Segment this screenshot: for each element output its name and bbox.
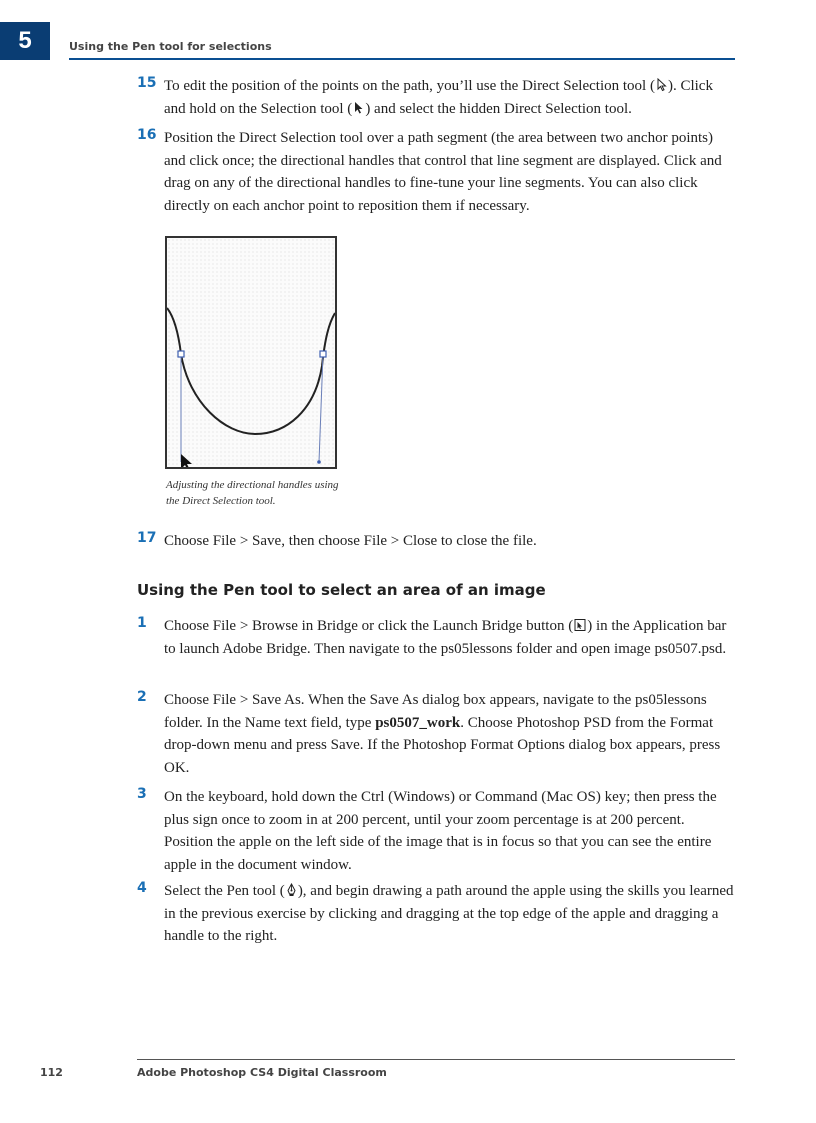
step-number: 2 (137, 689, 147, 705)
figure-direct-selection (165, 236, 337, 469)
step-number: 17 (137, 530, 157, 546)
pen-tool-icon (286, 883, 297, 897)
curved-path (167, 308, 335, 434)
step-3 (137, 786, 737, 876)
footer-rule (137, 1059, 735, 1060)
header-rule (69, 58, 735, 60)
step-17 (137, 530, 737, 553)
step-15 (137, 75, 737, 120)
step-1 (137, 615, 737, 660)
launch-bridge-icon (574, 618, 586, 632)
step-number: 1 (137, 615, 147, 631)
direct-selection-cursor-icon (181, 454, 192, 467)
selection-tool-icon (353, 101, 364, 115)
step-text: On the keyboard, hold down the Ctrl (Windows) or Command (Mac OS) key; then press the plus sign once to zoom in at 200 percent, until your zoom percentage is at 200 percent. Position the apple on the left side of the image that is in focus so that you can see the entire apple in the document window. (164, 789, 717, 873)
chapter-number-tab: 5 (0, 22, 50, 60)
step-text: Choose File > Browse in Bridge or click the Launch Bridge button ( ) in the Application bar to launch Adobe Bridge. Then navigate to the ps05lessons folder and open image ps0507.psd. (164, 618, 727, 657)
section-heading: Using the Pen tool to select an area of an image (137, 581, 546, 599)
step-number: 3 (137, 786, 147, 802)
step-4 (137, 880, 737, 948)
step-2 (137, 689, 737, 779)
step-text: Position the Direct Selection tool over a path segment (the area between two anchor points) and click once; the directional handles that control that line segment are displayed. Click and drag on any of the directional handles to fine-tune your line segments. You can also click directly on each anchor point to reposition them if necessary. (164, 130, 722, 214)
step-16 (137, 127, 737, 217)
step-number: 4 (137, 880, 147, 896)
step-text: To edit the position of the points on the path, you’ll use the Direct Selection tool ( ). Click and hold on the Selection tool ( ) and select the hidden Direct Selection tool. (164, 78, 713, 117)
step-number: 15 (137, 75, 157, 91)
anchor-point (178, 351, 184, 357)
direction-point (317, 460, 321, 464)
running-head: Using the Pen tool for selections (69, 40, 272, 53)
path-illustration (167, 238, 335, 467)
page-number: 112 (40, 1066, 63, 1079)
figure-caption: Adjusting the directional handles using the Direct Selection tool. (166, 479, 339, 507)
book-title: Adobe Photoshop CS4 Digital Classroom (137, 1066, 387, 1079)
anchor-point (320, 351, 326, 357)
step-text: Choose File > Save As. When the Save As dialog box appears, navigate to the ps05lessons folder. In the Name text field, type ps0507_work. Choose Photoshop PSD from the Format drop-down menu and press Save. If the Photoshop Format Options dialog box appears, press OK. (164, 692, 721, 776)
direct-selection-tool-icon (656, 78, 667, 92)
step-number: 16 (137, 127, 157, 143)
step-text: Choose File > Save, then choose File > Close to close the file. (164, 533, 537, 549)
step-text: Select the Pen tool ( ), and begin drawing a path around the apple using the skills you learned in the previous exercise by clicking and dragging at the top edge of the apple and dragging a handle to the right. (164, 883, 734, 944)
